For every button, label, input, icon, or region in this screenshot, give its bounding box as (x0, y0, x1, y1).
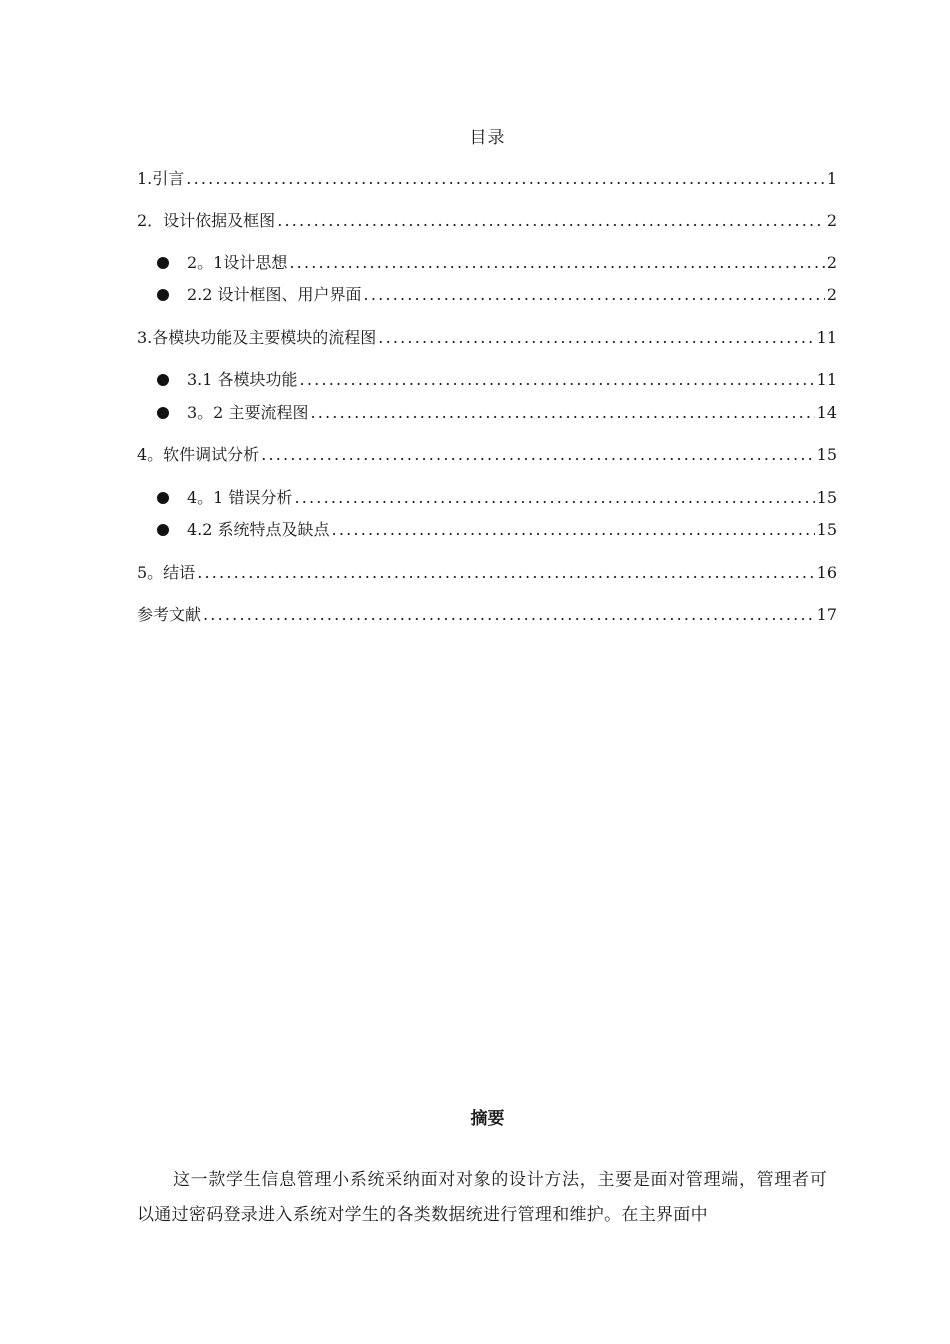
toc-entry-page: 2 (826, 253, 837, 272)
toc-subentry[interactable] (157, 368, 837, 392)
dot-leader (310, 401, 814, 425)
toc-entry-text: 5。结语 (137, 563, 196, 582)
toc-entry-page: 15 (816, 488, 837, 507)
dot-leader (332, 518, 815, 542)
abstract-title: 摘要 (470, 1109, 505, 1129)
toc-entry-text: 2.2 设计框图、用户界面 (187, 285, 362, 304)
toc-subentry[interactable] (157, 251, 837, 275)
bullet-icon (157, 289, 169, 301)
dot-leader (186, 167, 825, 191)
toc-entry-page: 11 (816, 370, 837, 389)
dot-leader (378, 326, 814, 350)
toc-title: 目录 (469, 128, 506, 148)
abstract-paragraph: 这一款学生信息管理小系统采纳面对对象的设计方法，主要是面对管理端，管理者可以通过密码登录进入系统对学生的各类数据统进行管理和维护。在主界面中 (137, 1170, 827, 1225)
toc-subentry[interactable] (157, 486, 837, 510)
dot-leader (300, 368, 815, 392)
toc-entry-page: 2 (826, 211, 837, 230)
toc-entry[interactable] (137, 561, 837, 585)
bullet-icon (157, 407, 169, 419)
toc-entry-text: 3.各模块功能及主要模块的流程图 (137, 328, 377, 347)
toc-entry-page: 1 (826, 169, 837, 188)
toc-entry[interactable] (137, 326, 837, 350)
toc-entry-page: 15 (816, 445, 837, 464)
dot-leader (203, 603, 815, 627)
toc-entry-text: 4.2 系统特点及缺点 (187, 520, 330, 539)
toc-entry[interactable] (137, 209, 837, 233)
bullet-icon (157, 492, 169, 504)
dot-leader (294, 486, 814, 510)
bullet-icon (157, 374, 169, 386)
toc-entry-text: 4。软件调试分析 (137, 445, 260, 464)
toc-entry-text: 4。1 错误分析 (187, 488, 293, 507)
toc-subentry[interactable] (157, 283, 837, 307)
dot-leader (277, 209, 825, 233)
toc-entry-text: 参考文献 (137, 605, 202, 624)
bullet-icon (157, 524, 169, 536)
toc-entry-text: 2。1设计思想 (187, 253, 288, 272)
toc-subentry[interactable] (157, 401, 837, 425)
toc-entry-page: 16 (816, 563, 837, 582)
toc-subentry[interactable] (157, 518, 837, 542)
toc-entry-page: 14 (816, 403, 837, 422)
bullet-icon (157, 257, 169, 269)
toc-entry-page: 2 (826, 285, 837, 304)
toc-entry-page: 15 (816, 520, 837, 539)
dot-leader (289, 251, 824, 275)
toc-entry-text: 3.1 各模块功能 (187, 370, 298, 389)
dot-leader (197, 561, 814, 585)
toc-entry[interactable] (137, 603, 837, 627)
toc-entry-page: 17 (816, 605, 837, 624)
toc-entry-text: 1.引言 (137, 169, 185, 188)
toc-entry-text: 3。2 主要流程图 (187, 403, 309, 422)
toc-entry-page: 11 (816, 328, 837, 347)
toc-entry[interactable] (137, 443, 837, 467)
dot-leader (364, 283, 825, 307)
toc-entry-text: 2．设计依据及框图 (137, 211, 276, 230)
dot-leader (261, 443, 814, 467)
toc-entry[interactable] (137, 167, 837, 191)
